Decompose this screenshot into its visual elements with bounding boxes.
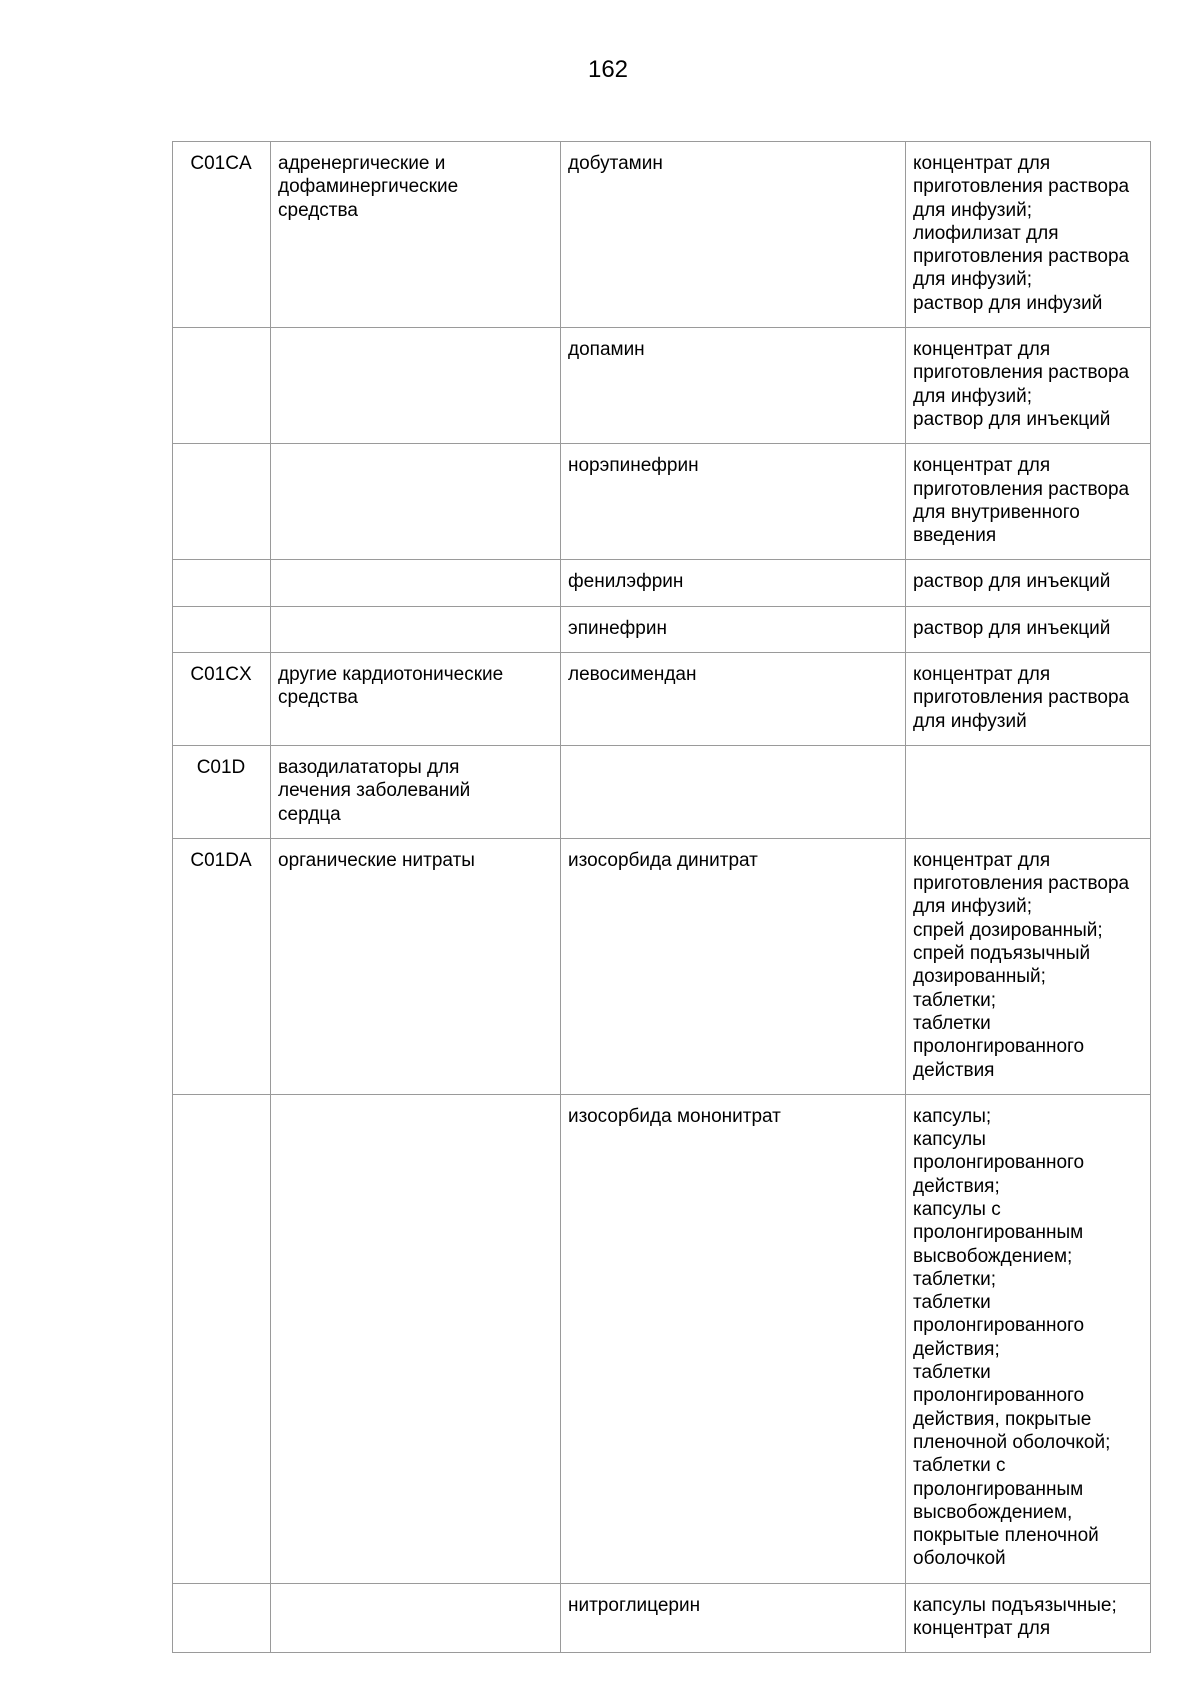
dosage-form-line: приготовления раствора [913, 478, 1130, 500]
dosage-form-cell [906, 1583, 1151, 1653]
dosage-form-line: действия [913, 1059, 995, 1081]
dosage-form-line: приготовления раствора [913, 873, 1130, 895]
table-row [173, 1583, 1151, 1653]
group-name-line: адренергические и [278, 153, 446, 174]
atc-code-cell [173, 1583, 271, 1653]
drug-name-line: изосорбида динитрат [568, 849, 758, 871]
dosage-form-line: пленочной оболочкой; [913, 1431, 1111, 1453]
dosage-form-line: высвобождением; [913, 1245, 1073, 1267]
dosage-form-line: пролонгированного [913, 1315, 1085, 1337]
dosage-form-line: действия, покрытые [913, 1408, 1092, 1430]
dosage-form-line: таблетки [913, 1362, 991, 1384]
atc-code-cell [173, 606, 271, 652]
group-name-line: органические нитраты [278, 849, 475, 871]
dosage-form-line: таблетки с [913, 1455, 1006, 1477]
dosage-form-cell [906, 745, 1151, 838]
table-row [173, 560, 1151, 606]
drug-name-cell [561, 142, 906, 328]
group-name-cell [271, 838, 561, 1094]
group-name-line: вазодилататоры для [278, 756, 460, 778]
drug-name-line: изосорбида мононитрат [568, 1105, 781, 1127]
dosage-form-line: пролонгированного [913, 1152, 1085, 1174]
atc-code-cell [173, 328, 271, 444]
drug-name-cell [561, 444, 906, 560]
drug-name-cell [561, 560, 906, 606]
table-row [173, 1094, 1151, 1583]
dosage-form-line: для внутривенного [913, 501, 1080, 523]
atc-code: C01CX [190, 664, 252, 686]
atc-code: C01DA [190, 849, 252, 871]
dosage-form-line: действия; [913, 1338, 1000, 1360]
group-name-cell [271, 1583, 561, 1653]
dosage-form-line: концентрат для [913, 455, 1051, 477]
dosage-form-cell [906, 560, 1151, 606]
dosage-form-line: лиофилизат для [913, 222, 1059, 244]
table-row [173, 444, 1151, 560]
dosage-form-line: для инфузий; [913, 896, 1032, 918]
dosage-form-line: приготовления раствора [913, 362, 1130, 384]
drug-name-line: левосимендан [568, 664, 697, 686]
drug-name-line: норэпинефрин [568, 455, 699, 477]
dosage-form-line: раствор для инъекций [913, 617, 1111, 639]
drug-name-line: допамин [568, 339, 645, 361]
drug-name-line: эпинефрин [568, 617, 667, 639]
dosage-form-line: приготовления раствора [913, 176, 1130, 198]
table-row [173, 653, 1151, 746]
dosage-form-line: таблетки; [913, 989, 997, 1011]
atc-code-cell [173, 838, 271, 1094]
drug-name-cell [561, 1094, 906, 1583]
dosage-form-line: капсулы; [913, 1105, 992, 1127]
group-name-cell [271, 606, 561, 652]
dosage-form-line: концентрат для [913, 849, 1051, 871]
drug-name-cell [561, 606, 906, 652]
medication-table [172, 141, 1151, 1653]
dosage-form-line: дозированный; [913, 966, 1046, 988]
dosage-form-line: раствор для инфузий [913, 292, 1103, 314]
dosage-form-line: приготовления раствора [913, 246, 1130, 268]
page-number: 162 [587, 56, 629, 83]
dosage-form-cell [906, 838, 1151, 1094]
dosage-form-line: концентрат для [913, 1618, 1051, 1640]
dosage-form-line: таблетки [913, 1012, 991, 1034]
dosage-form-cell [906, 444, 1151, 560]
dosage-form-line: высвобождением, [913, 1501, 1073, 1523]
dosage-form-cell [906, 142, 1151, 328]
dosage-form-cell [906, 328, 1151, 444]
table-row [173, 142, 1151, 328]
dosage-form-line: пролонгированного [913, 1036, 1085, 1058]
group-name-cell [271, 745, 561, 838]
drug-name-line: нитроглицерин [568, 1594, 701, 1616]
dosage-form-line: спрей дозированный; [913, 919, 1103, 941]
atc-code-cell [173, 142, 271, 328]
drug-name-cell [561, 1583, 906, 1653]
dosage-form-line: для инфузий; [913, 199, 1032, 221]
dosage-form-line: капсулы [913, 1129, 986, 1151]
dosage-form-line: таблетки; [913, 1268, 997, 1290]
dosage-form-line: пролонгированным [913, 1222, 1084, 1244]
dosage-form-line: для инфузий [913, 710, 1027, 732]
dosage-form-line: концентрат для [913, 339, 1051, 361]
group-name-line: сердца [278, 803, 341, 825]
group-name-cell [271, 560, 561, 606]
table-row [173, 606, 1151, 652]
dosage-form-line: концентрат для [913, 664, 1051, 686]
atc-code: C01D [196, 756, 246, 778]
drug-name-cell [561, 328, 906, 444]
atc-code-cell [173, 1094, 271, 1583]
dosage-form-line: раствор для инъекций [913, 571, 1111, 593]
dosage-form-line: приготовления раствора [913, 687, 1130, 709]
dosage-form-line: действия; [913, 1175, 1000, 1197]
dosage-form-line: покрытые пленочной [913, 1525, 1099, 1547]
atc-code-cell [173, 745, 271, 838]
drug-name-cell [561, 838, 906, 1094]
atc-code-cell [173, 560, 271, 606]
drug-name-cell [561, 745, 906, 838]
dosage-form-line: для инфузий; [913, 385, 1032, 407]
group-name-cell [271, 1094, 561, 1583]
table-row [173, 838, 1151, 1094]
group-name-cell [271, 328, 561, 444]
group-name-line: средства [278, 199, 358, 221]
group-name-cell [271, 653, 561, 746]
table-body [173, 142, 1151, 1653]
dosage-form-line: пролонгированного [913, 1385, 1085, 1407]
dosage-form-line: для инфузий; [913, 269, 1032, 291]
dosage-form-line: концентрат для [913, 153, 1051, 174]
group-name-line: дофаминергические [278, 176, 459, 198]
dosage-form-line: оболочкой [913, 1548, 1006, 1570]
group-name-cell [271, 142, 561, 328]
table-row [173, 745, 1151, 838]
atc-code: C01CA [190, 153, 252, 174]
table-row [173, 328, 1151, 444]
drug-name-line: добутамин [568, 153, 663, 174]
group-name-line: лечения заболеваний [278, 780, 471, 802]
dosage-form-cell [906, 653, 1151, 746]
dosage-form-line: спрей подъязычный [913, 943, 1091, 965]
drug-name-line: фенилэфрин [568, 571, 684, 593]
dosage-form-line: капсулы подъязычные; [913, 1594, 1117, 1616]
atc-code-cell [173, 653, 271, 746]
dosage-form-line: пролонгированным [913, 1478, 1084, 1500]
drug-name-cell [561, 653, 906, 746]
atc-code-cell [173, 444, 271, 560]
dosage-form-cell [906, 1094, 1151, 1583]
group-name-cell [271, 444, 561, 560]
dosage-form-line: таблетки [913, 1292, 991, 1314]
dosage-form-line: капсулы с [913, 1198, 1001, 1220]
group-name-line: другие кардиотонические [278, 664, 504, 686]
group-name-line: средства [278, 687, 358, 709]
dosage-form-line: введения [913, 525, 997, 547]
dosage-form-cell [906, 606, 1151, 652]
dosage-form-line: раствор для инъекций [913, 408, 1111, 430]
